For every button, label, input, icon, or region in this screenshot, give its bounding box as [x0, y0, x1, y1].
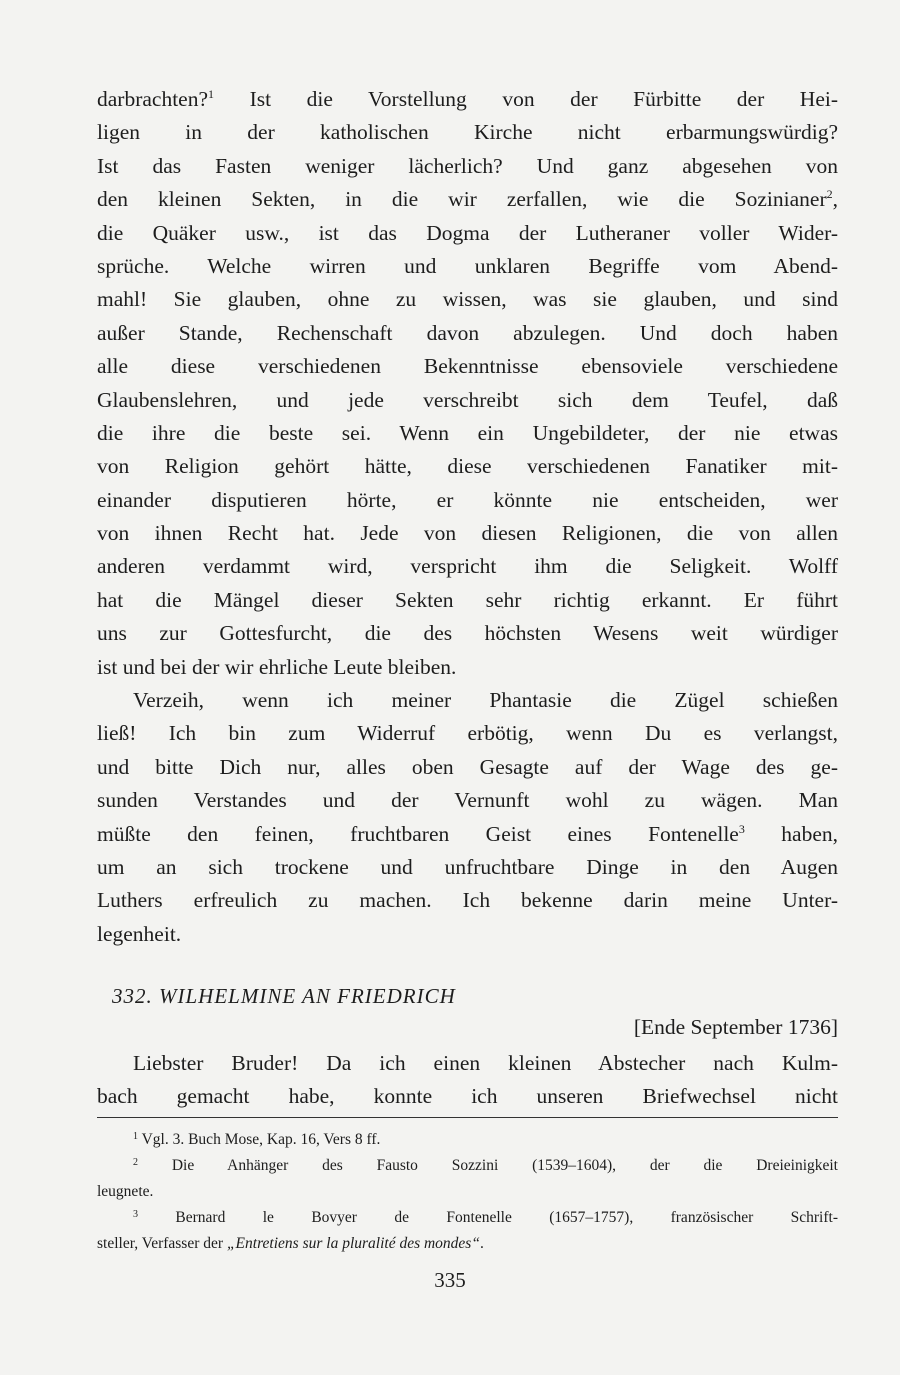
- line-text: alle diese verschiedenen Bekenntnisse ebensoviele verschiedene: [97, 354, 838, 379]
- letter-heading: 332. WILHELMINE AN FRIEDRICH: [112, 984, 456, 1008]
- text-line: [97, 651, 838, 684]
- text-line: [97, 317, 838, 350]
- text-line: [97, 484, 838, 517]
- line-text: darbrachten?: [97, 87, 209, 111]
- line-text: uns zur Gottesfurcht, die des höchsten Wesens weit würdiger: [97, 621, 838, 646]
- footnote-marker: 1: [133, 1131, 138, 1142]
- line-text: Glaubenslehren, und jede verschreibt sich dem Teufel, daß: [97, 387, 838, 412]
- line-text: Luthers erfreulich zu machen. Ich bekenne darin meine Unter-: [97, 888, 838, 913]
- line-text: um an sich trockene und unfruchtbare Dinge in den Augen: [97, 854, 838, 879]
- footnote-ref: 3: [738, 821, 745, 836]
- text-line: [97, 550, 838, 583]
- line-text: hat die Mängel dieser Sekten sehr richtig erkannt. Er führt: [97, 587, 838, 612]
- line-text: Liebster Bruder! Da ich einen kleinen Abstecher nach Kulm-: [133, 1051, 838, 1075]
- line-text: die Quäker usw., ist das Dogma der Lutheraner voller Wider-: [97, 220, 838, 245]
- text-line: [97, 384, 838, 417]
- line-text: ,: [832, 187, 838, 212]
- line-text: außer Stande, Rechenschaft davon abzulegen. Und doch haben: [97, 320, 838, 345]
- line-text: ließ! Ich bin zum Widerruf erbötig, wenn Du es verlangst,: [97, 721, 838, 746]
- text-line: [97, 250, 838, 283]
- text-line: [97, 450, 838, 483]
- footnote-ref: 2: [826, 187, 833, 202]
- footnote-ref: 1: [208, 87, 215, 101]
- footnote-line: [97, 1153, 838, 1179]
- text-line: [97, 617, 838, 650]
- line-text: mahl! Sie glauben, ohne zu wissen, was sie glauben, und sind: [97, 287, 838, 312]
- body-text: [97, 83, 838, 951]
- text-line: [97, 1080, 838, 1113]
- text-line: [97, 417, 838, 450]
- footnote-line: [97, 1231, 838, 1257]
- footnote-line: [97, 1179, 838, 1205]
- text-line: [97, 717, 838, 750]
- footnote-text: Bernard le Bovyer de Fontenelle (1657–1757), französischer Schrift-: [138, 1209, 838, 1226]
- line-text: Verzeih, wenn ich meiner Phantasie die Zügel schießen: [133, 688, 838, 713]
- line-text: bach gemacht habe, konnte ich unseren Briefwechsel nicht: [97, 1084, 838, 1109]
- footnote-line: [97, 1205, 838, 1231]
- text-line: [97, 784, 838, 817]
- text-line: [97, 918, 838, 951]
- line-text: sprüche. Welche wirren und unklaren Begriffe vom Abend-: [97, 253, 838, 278]
- line-text: ist und bei der wir ehrliche Leute bleiben.: [97, 654, 457, 679]
- footnote-marker: 2: [133, 1157, 138, 1168]
- line-text: Ist die Vorstellung von der Fürbitte der Hei-: [214, 87, 838, 111]
- text-line: [97, 350, 838, 383]
- line-text: anderen verdammt wird, verspricht ihm die Seligkeit. Wolff: [97, 554, 838, 579]
- line-text: Ist das Fasten weniger lächerlich? Und ganz abgesehen von: [97, 153, 838, 178]
- text-line: [97, 684, 838, 717]
- footnote-text: Die Anhänger des Fausto Sozzini (1539–1604), der die Dreieinigkeit: [138, 1157, 838, 1174]
- text-line: [97, 818, 838, 851]
- text-line: [97, 283, 838, 316]
- line-text: von Religion gehört hätte, diese verschiedenen Fanatiker mit-: [97, 454, 838, 479]
- line-text: haben,: [744, 821, 838, 846]
- footnote-text: .: [479, 1235, 484, 1252]
- text-line: [97, 751, 838, 784]
- line-text: sunden Verstandes und der Vernunft wohl zu wägen. Man: [97, 788, 838, 813]
- line-text: ligen in der katholischen Kirche nicht erbarmungswürdig?: [97, 120, 838, 145]
- line-text: müßte den feinen, fruchtbaren Geist eines Fontenelle: [97, 821, 739, 846]
- footnote-line: [97, 1127, 838, 1153]
- line-text: und bitte Dich nur, alles oben Gesagte auf der Wage des ge-: [97, 754, 838, 779]
- footnote-text: steller, Verfasser der: [97, 1235, 227, 1252]
- text-line: [97, 83, 838, 116]
- letter-date: [Ende September 1736]: [633, 1015, 838, 1039]
- line-text: einander disputieren hörte, er könnte nie entscheiden, wer: [97, 487, 838, 512]
- line-text: die ihre die beste sei. Wenn ein Ungebildeter, der nie etwas: [97, 420, 838, 445]
- text-line: [97, 150, 838, 183]
- text-line: [97, 584, 838, 617]
- footnote-divider: [97, 1117, 838, 1118]
- line-text: legenheit.: [97, 921, 182, 946]
- line-text: von ihnen Recht hat. Jede von diesen Religionen, die von allen: [97, 521, 838, 546]
- footnote-text: Vgl. 3. Buch Mose, Kap. 16, Vers 8 ff.: [138, 1131, 381, 1148]
- line-text: den kleinen Sekten, in die wir zerfallen, wie die Sozinianer: [97, 187, 827, 212]
- text-line: [97, 217, 838, 250]
- text-line: [97, 884, 838, 917]
- text-line: [97, 116, 838, 149]
- page-number: 335: [434, 1268, 466, 1292]
- letter-text: [97, 1047, 838, 1114]
- text-line: [97, 183, 838, 216]
- footnote-marker: 3: [133, 1209, 138, 1220]
- footnote-text: leugnete.: [97, 1183, 154, 1200]
- text-line: [97, 851, 838, 884]
- footnote-italic: „Entretiens sur la pluralité des mondes“: [226, 1235, 480, 1252]
- text-line: [97, 1047, 838, 1080]
- footnotes: [97, 1127, 838, 1257]
- text-line: [97, 517, 838, 550]
